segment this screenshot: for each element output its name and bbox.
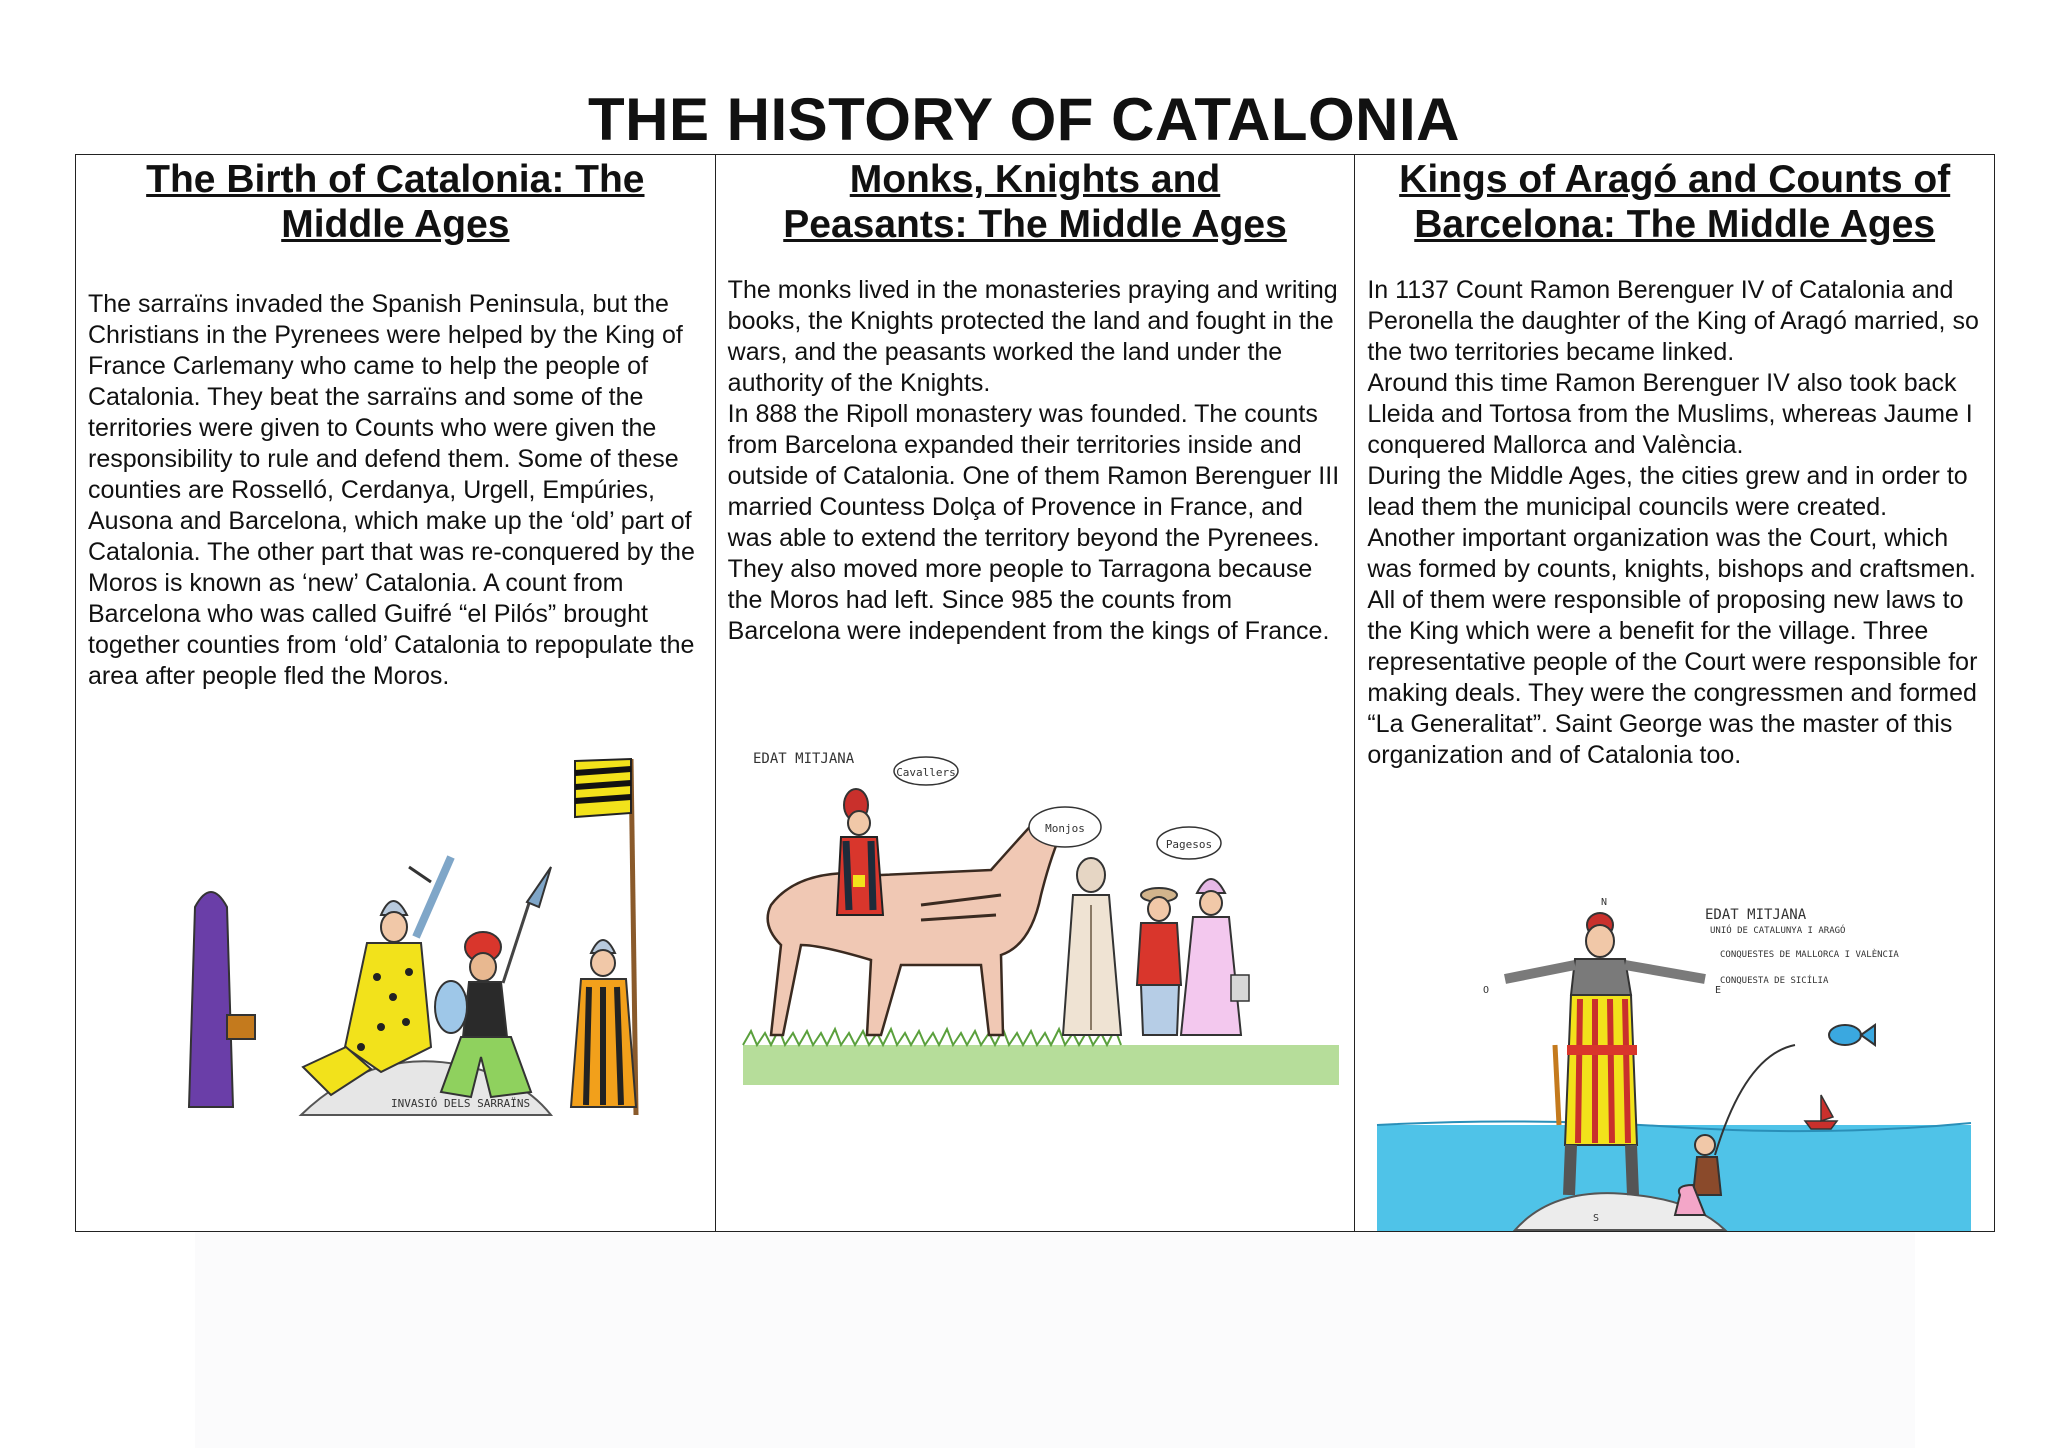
crown-of-arago-drawing bbox=[1375, 895, 1975, 1231]
page-title: THE HISTORY OF CATALONIA bbox=[587, 86, 1460, 153]
woman-figure bbox=[189, 892, 255, 1107]
column-monks-knights-peasants bbox=[715, 155, 1355, 1231]
column-kings-of-arago bbox=[1354, 155, 1994, 1231]
paragraph: In 888 the Ripoll monastery was founded. The counts from Barcelona expanded their territories inside and outside of Catalonia. One of them Ramon Berenguer III married Countess Dolça of Provence in France, and was able to extend the territory beyond the Pyrenees. They also moved more people to Tarragona because the Moros had left. Since 985 the counts from Barcelona were independent from the kings of France. bbox=[727, 400, 1340, 645]
christian-soldier-figure bbox=[303, 857, 451, 1095]
history-table bbox=[75, 154, 1995, 1232]
invasion-drawing bbox=[131, 747, 671, 1127]
horse-figure bbox=[767, 815, 1062, 1035]
speech-bubble-monks bbox=[1029, 807, 1101, 847]
drawing-note: UNIÓ DE CATALUNYA I ARAGÓ bbox=[1710, 926, 1846, 936]
peasant-man-figure bbox=[1137, 888, 1181, 1035]
monk-figure bbox=[1063, 858, 1121, 1035]
paragraph: Around this time Ramon Berenguer IV also took back Lleida and Tortosa from the Muslims, whereas Jaume I conquered Mallorca and València. bbox=[1367, 369, 1973, 459]
drawing-note: CONQUESTA DE SICÍLIA bbox=[1720, 976, 1829, 986]
drawing-label: EDAT MITJANA bbox=[1705, 907, 1807, 923]
column-heading: The Birth of Catalonia: The Middle Ages bbox=[146, 158, 645, 246]
medieval-society-drawing bbox=[741, 745, 1341, 1085]
column-heading: Monks, Knights and Peasants: The Middle Ages bbox=[783, 158, 1287, 246]
svg-text:Cavallers: Cavallers bbox=[895, 766, 956, 779]
compass-north: N bbox=[1601, 897, 1608, 908]
boat-icon bbox=[1805, 1095, 1837, 1129]
svg-text:Monjos: Monjos bbox=[1044, 822, 1085, 835]
standard-bearer-figure bbox=[571, 759, 636, 1115]
drawing-note: CONQUESTES DE MALLORCA I VALÈNCIA bbox=[1720, 950, 1900, 960]
compass-west: O bbox=[1483, 985, 1490, 996]
speech-bubble-knights bbox=[894, 757, 958, 785]
column-text bbox=[728, 275, 1345, 647]
paragraph: The sarraïns invaded the Spanish Peninsula, but the Christians in the Pyrenees were helped by the King of France Carlemany who came to help the people of Catalonia. They beat the sarraïns and some of the territories were given to Counts who were given the responsibility to rule and defend them. Some of these counties are Rosselló, Cerdanya, Urgell, Empúries, Ausona and Barcelona, which make up the ‘old’ part of Catalonia. The other part that was re-conquered by the Moros is known as ‘new’ Catalonia. A count from Barcelona who was called Guifré “el Pilós” brought together counties from ‘old’ Catalonia to repopulate the area after people fled the Moros. bbox=[88, 290, 695, 690]
drawing-label: EDAT MITJANA bbox=[752, 751, 854, 767]
paragraph: Another important organization was the Court, which was formed by counts, knights, bishops and craftsmen. All of them were responsible of proposing new laws to the King which were a benefit for the village. Three representative people of the Court were responsible for making deals. They were the congressmen and formed “La Generalitat”. Saint George was the master of this organization and of Catalonia too. bbox=[1367, 524, 1978, 769]
paragraph: In 1137 Count Ramon Berenguer IV of Catalonia and Peronella the daughter of the King of Aragó married, so the two territories became linked. bbox=[1367, 276, 1979, 366]
speech-bubble-peasants bbox=[1157, 827, 1221, 859]
column-text bbox=[1367, 275, 1984, 771]
faint-background-block bbox=[195, 1232, 1915, 1448]
knight-figure bbox=[837, 789, 883, 915]
saracen-figure bbox=[435, 867, 551, 1097]
column-heading: Kings of Aragó and Counts of Barcelona: The Middle Ages bbox=[1399, 158, 1951, 246]
peasant-woman-figure bbox=[1181, 879, 1249, 1035]
column-text bbox=[88, 289, 705, 692]
compass-east: E bbox=[1715, 985, 1722, 996]
paragraph: During the Middle Ages, the cities grew and in order to lead them the municipal councils were created. bbox=[1367, 462, 1968, 521]
drawing-caption: INVASIÓ DELS SARRAÏNS bbox=[391, 1097, 531, 1110]
compass-south: S bbox=[1593, 1213, 1600, 1224]
column-birth-of-catalonia bbox=[76, 155, 715, 1231]
paragraph: The monks lived in the monasteries praying and writing books, the Knights protected the land and fought in the wars, and the peasants worked the land under the authority of the Knights. bbox=[727, 276, 1338, 397]
fish-icon bbox=[1829, 1025, 1875, 1045]
svg-text:Pagesos: Pagesos bbox=[1165, 838, 1212, 851]
